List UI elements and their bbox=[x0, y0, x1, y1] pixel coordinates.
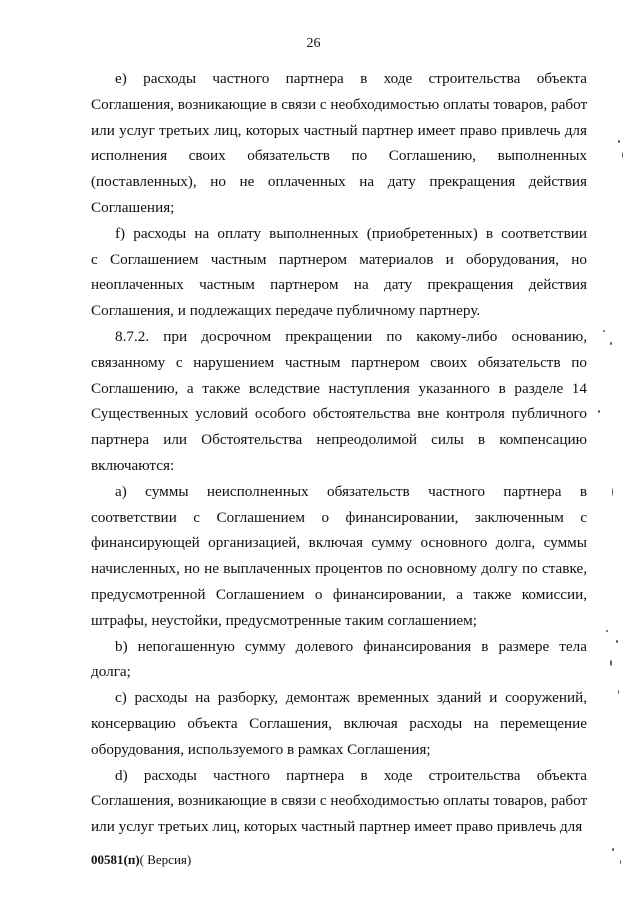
text-line: партнера или Обстоятельства непреодолимой силы в компенсацию bbox=[91, 431, 587, 449]
text-line: или услуг третьих лиц, которых частный партнер имеет право привлечь для bbox=[91, 818, 583, 836]
text-line: Соглашения, возникающие в связи с необходимостью оплаты товаров, работ bbox=[91, 95, 588, 113]
document-code: 00581(п) bbox=[91, 852, 140, 867]
scan-speck bbox=[612, 488, 613, 496]
scan-speck bbox=[612, 848, 614, 851]
paragraph-item-d bbox=[91, 763, 587, 840]
text-line: Соглашения, и подлежащих передаче публичному партнеру. bbox=[91, 302, 481, 320]
paragraph-clause-8-7-2 bbox=[91, 324, 587, 479]
text-line: Соглашению, а также вследствие наступления указанного в разделе 14 bbox=[91, 379, 587, 397]
paragraph-item-a bbox=[91, 479, 587, 634]
text-line: Соглашения, возникающие в связи с необходимостью оплаты товаров, работ bbox=[91, 792, 588, 810]
text-line: 8.7.2. при досрочном прекращении по какому-либо основанию, bbox=[115, 327, 587, 345]
text-line: штрафы, неустойки, предусмотренные таким соглашением; bbox=[91, 611, 477, 629]
paragraph-item-b bbox=[91, 634, 587, 686]
paragraph-item-c bbox=[91, 685, 587, 762]
text-line: a) суммы неисполненных обязательств частного партнера в bbox=[115, 482, 587, 500]
text-line: Соглашения; bbox=[91, 198, 175, 216]
scan-speck bbox=[618, 690, 619, 694]
paragraph-item-e bbox=[91, 66, 587, 221]
paragraph-item-f bbox=[91, 221, 587, 324]
text-line: d) расходы частного партнера в ходе строительства объекта bbox=[115, 766, 587, 784]
text-line: исполнения своих обязательств по Соглашению, выполненных bbox=[91, 147, 587, 165]
text-line: с Соглашением частным партнером материалов и оборудования, но bbox=[91, 250, 587, 268]
text-line: неоплаченных частным партнером на дату прекращения действия bbox=[91, 276, 587, 294]
text-line: (поставленных), но не оплаченных на дату прекращения действия bbox=[91, 173, 587, 191]
text-line: c) расходы на разборку, демонтаж временных зданий и сооружений, bbox=[115, 689, 587, 707]
page-number: 26 bbox=[306, 36, 321, 51]
text-line: долга; bbox=[91, 663, 131, 681]
scan-speck bbox=[610, 342, 612, 345]
scan-speck bbox=[610, 660, 612, 666]
document-footer bbox=[91, 852, 191, 868]
scan-speck bbox=[616, 640, 618, 643]
text-line: b) непогашенную сумму долевого финансирования в размере тела bbox=[115, 637, 587, 655]
scan-speck bbox=[598, 410, 600, 413]
text-line: e) расходы частного партнера в ходе строительства объекта bbox=[115, 70, 587, 87]
scan-speck bbox=[622, 152, 623, 158]
text-line: предусмотренной Соглашением о финансировании, а также комиссии, bbox=[91, 585, 587, 603]
text-line: начисленных, но не выплаченных процентов по основному долгу по ставке, bbox=[91, 560, 587, 578]
text-line: связанному с нарушением частным партнером своих обязательств по bbox=[91, 353, 587, 371]
text-line: или услуг третьих лиц, которых частный партнер имеет право привлечь для bbox=[91, 121, 587, 139]
document-body bbox=[91, 66, 587, 840]
scan-speck bbox=[603, 330, 605, 332]
text-line: f) расходы на оплату выполненных (приобретенных) в соответствии bbox=[115, 224, 587, 242]
text-line: включаются: bbox=[91, 456, 175, 474]
text-line: консервацию объекта Соглашения, включая расходы на перемещение bbox=[91, 714, 587, 732]
scan-speck bbox=[606, 630, 608, 632]
text-line: соответствии с Соглашением о финансировании, заключенным с bbox=[91, 508, 587, 526]
scan-speck bbox=[618, 140, 620, 143]
document-version: ( Версия) bbox=[139, 852, 192, 867]
scan-speck bbox=[620, 860, 621, 864]
text-line: Существенных условий особого обстоятельства вне контроля публичного bbox=[91, 405, 587, 423]
text-line: оборудования, используемого в рамках Соглашения; bbox=[91, 740, 431, 758]
text-line: финансирующей организацией, включая сумму основного долга, суммы bbox=[91, 534, 587, 552]
